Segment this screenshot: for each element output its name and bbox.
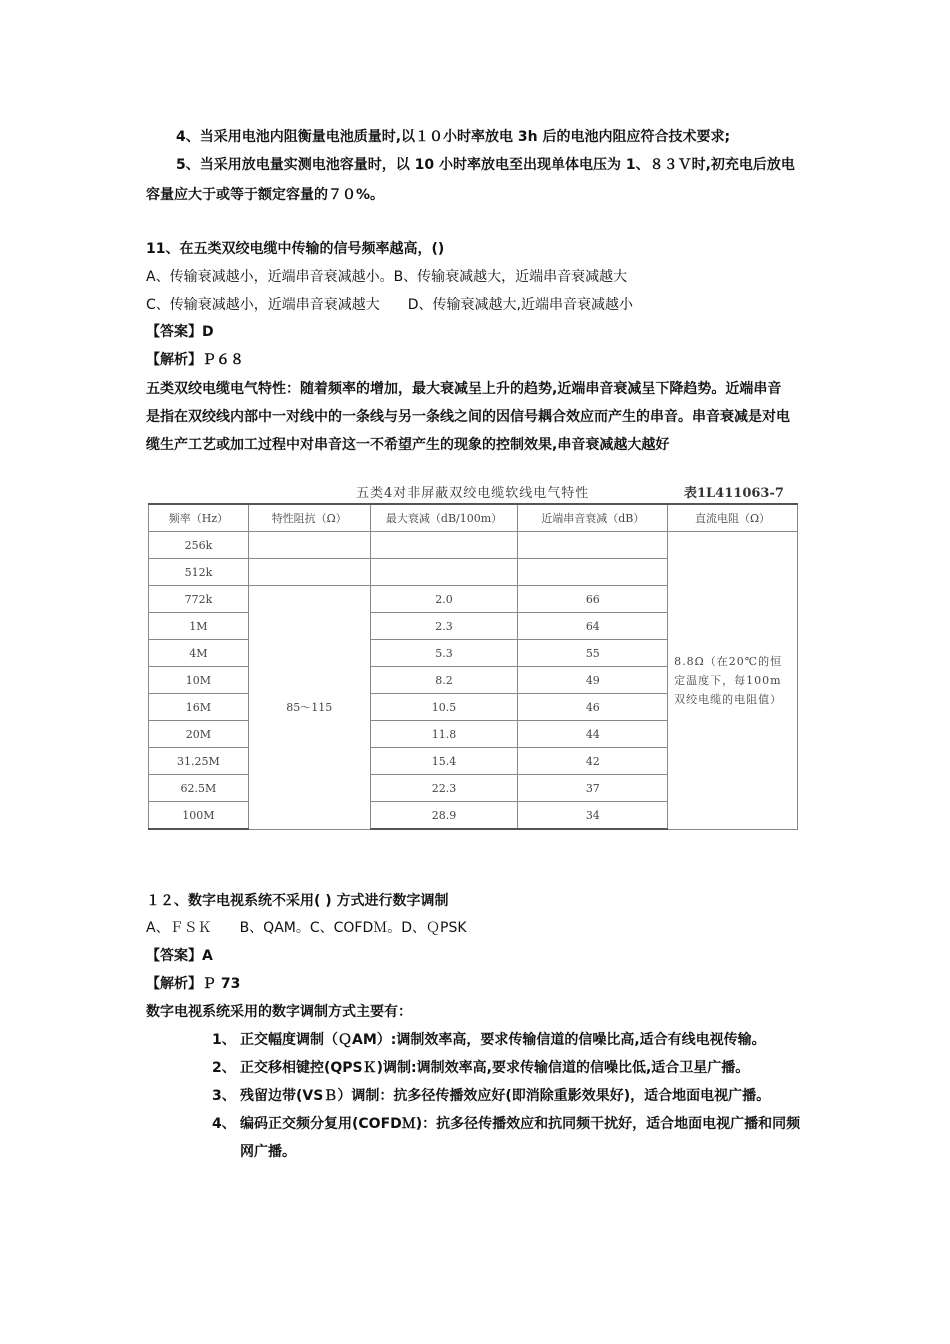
intro-item-4: 4、当采用电池内阻衡量电池质量时,以１０小时率放电 3h 后的电池内阻应符合技术要求; — [176, 129, 731, 145]
table-row — [149, 532, 798, 559]
cell-frequency: 31.25M — [149, 748, 249, 775]
cell-frequency: 1M — [149, 613, 249, 640]
header-max-attenuation: 最大衰减（dB/100m） — [370, 504, 518, 532]
intro-item-5-line1: 5、当采用放电量实测电池容量时，以 10 小时率放电至出现单体电压为 1、８３Ｖ时,初充电后放电 — [176, 157, 795, 173]
list-item-text: 正交移相键控(QPSＫ)调制:调制效率高,要求传输信道的信噪比低,适合卫星广播。 — [240, 1060, 750, 1076]
cell-next: 55 — [518, 640, 668, 667]
list-item-number: 3、 — [212, 1088, 236, 1104]
cell-next — [518, 559, 668, 586]
cell-next — [518, 532, 668, 559]
cell-impedance: 85～115 — [248, 586, 370, 830]
list-item-number: 1、 — [212, 1032, 236, 1048]
cell-attenuation: 2.0 — [370, 586, 518, 613]
cell-frequency: 100M — [149, 802, 249, 830]
table-number: 表1L411063-7 — [684, 486, 784, 501]
cell-attenuation: 10.5 — [370, 694, 518, 721]
cell-frequency: 10M — [149, 667, 249, 694]
q11-options-ab: A、传输衰减越小，近端串音衰减越小。B、传输衰减越大，近端串音衰减越大 — [146, 269, 628, 285]
cell-frequency: 256k — [149, 532, 249, 559]
table-header-row — [149, 504, 798, 532]
cell-attenuation: 15.4 — [370, 748, 518, 775]
cell-next: 66 — [518, 586, 668, 613]
cell-next: 37 — [518, 775, 668, 802]
cell-next: 34 — [518, 802, 668, 830]
cell-attenuation: 2.3 — [370, 613, 518, 640]
q11-analysis-line2: 是指在双绞线内部中一对线中的一条线与另一条线之间的因信号耦合效应而产生的串音。串音衰减是对电 — [146, 409, 790, 425]
list-item-number: 2、 — [212, 1060, 236, 1076]
cell-frequency: 512k — [149, 559, 249, 586]
list-item-text: 残留边带(VSＢ）调制：抗多径传播效应好(即消除重影效果好)，适合地面电视广播。 — [240, 1088, 771, 1104]
cell-next: 44 — [518, 721, 668, 748]
cell-attenuation: 28.9 — [370, 802, 518, 830]
cell-frequency: 772k — [149, 586, 249, 613]
cell-attenuation — [370, 559, 518, 586]
cable-spec-table — [148, 503, 798, 830]
q11-analysis-line3: 缆生产工艺或加工过程中对串音这一不希望产生的现象的控制效果,串音衰减越大越好 — [146, 437, 670, 453]
cell-attenuation: 22.3 — [370, 775, 518, 802]
cell-frequency: 20M — [149, 721, 249, 748]
dc-note-text: 8.8Ω（在20℃的恒定温度下，每100m双绞电缆的电阻值） — [674, 654, 783, 706]
q11-analysis-label: 【解析】Ｐ６８ — [146, 352, 244, 368]
cell-frequency: 16M — [149, 694, 249, 721]
q11-options-cd: C、传输衰减越小，近端串音衰减越大 D、传输衰减越大,近端串音衰减越小 — [146, 297, 634, 313]
header-dc-resistance: 直流电阻（Ω） — [668, 504, 798, 532]
cell-frequency: 62.5M — [149, 775, 249, 802]
q12-answer: 【答案】A — [146, 948, 213, 964]
cell-attenuation: 8.2 — [370, 667, 518, 694]
header-impedance: 特性阻抗（Ω） — [248, 504, 370, 532]
q12-question: １２、数字电视系统不采用( ) 方式进行数字调制 — [146, 893, 449, 909]
cell-impedance-empty — [248, 532, 370, 559]
q12-analysis-intro: 数字电视系统采用的数字调制方式主要有： — [146, 1004, 412, 1020]
cell-next: 42 — [518, 748, 668, 775]
q11-analysis-line1: 五类双绞电缆电气特性：随着频率的增加，最大衰减呈上升的趋势,近端串音衰减呈下降趋势。近端串音 — [146, 381, 782, 397]
cell-attenuation — [370, 532, 518, 559]
table-title: 五类4对非屏蔽双绞电缆软线电气特性 — [356, 486, 590, 501]
cell-dc-resistance-note — [668, 532, 798, 830]
cell-impedance-empty — [248, 559, 370, 586]
intro-item-5-line2: 容量应大于或等于额定容量的７０%。 — [146, 187, 385, 203]
q11-answer: 【答案】D — [146, 324, 214, 340]
header-frequency: 频率（Hz） — [149, 504, 249, 532]
cell-frequency: 4M — [149, 640, 249, 667]
cell-attenuation: 11.8 — [370, 721, 518, 748]
list-item-text: 编码正交频分复用(COFDＭ)：抗多径传播效应和抗同频干扰好，适合地面电视广播和同频网广播。 — [240, 1116, 801, 1160]
cell-next: 64 — [518, 613, 668, 640]
cell-next: 49 — [518, 667, 668, 694]
cell-next: 46 — [518, 694, 668, 721]
q12-analysis-label: 【解析】Ｐ 73 — [146, 976, 241, 992]
cell-attenuation: 5.3 — [370, 640, 518, 667]
list-item-number: 4、 — [212, 1116, 236, 1132]
header-next-attenuation: 近端串音衰减（dB） — [518, 504, 668, 532]
list-item-text: 正交幅度调制（ＱAM）:调制效率高，要求传输信道的信噪比高,适合有线电视传输。 — [240, 1032, 766, 1048]
q11-question: 11、在五类双绞电缆中传输的信号频率越高，() — [146, 241, 445, 257]
q12-options: A、ＦＳＫ B、QAM。C、COFDＭ。D、ＱPSK — [146, 920, 467, 936]
